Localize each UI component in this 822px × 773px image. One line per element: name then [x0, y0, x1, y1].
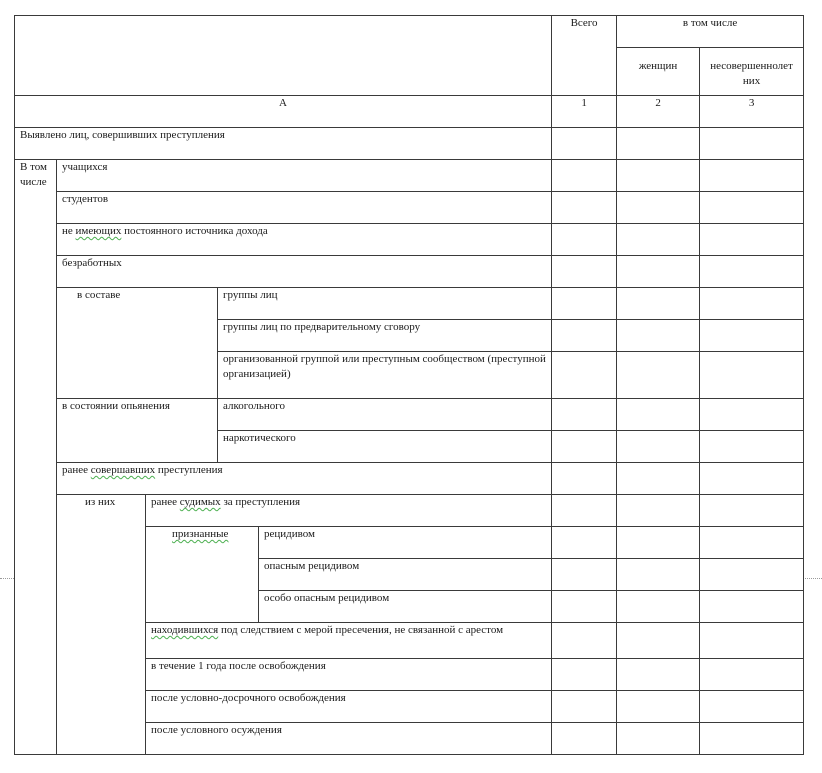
- table-row: [15, 160, 804, 192]
- data-cell[interactable]: [552, 495, 617, 527]
- row-label-group-conspiracy: группы лиц по предварительному сговору: [218, 320, 552, 352]
- data-cell[interactable]: [700, 623, 804, 659]
- row-label-dangerous-recidivism: опасным рецидивом: [259, 559, 552, 591]
- data-cell[interactable]: [700, 320, 804, 352]
- spellcheck-word: совершавших: [90, 464, 156, 476]
- data-cell[interactable]: [700, 256, 804, 288]
- row-label-organized-group: организованной группой или преступным сообществом (преступной организацией): [218, 352, 552, 399]
- data-cell[interactable]: [552, 224, 617, 256]
- data-cell[interactable]: [552, 256, 617, 288]
- column-2-label: 2: [617, 96, 700, 128]
- data-cell[interactable]: [700, 128, 804, 160]
- data-cell[interactable]: [700, 527, 804, 559]
- row-label-alcoholic: алкогольного: [218, 399, 552, 431]
- table-row: [15, 463, 804, 495]
- spellcheck-word: судимых: [179, 496, 221, 508]
- data-cell[interactable]: [552, 527, 617, 559]
- spellcheck-word: имеющих: [75, 225, 122, 237]
- data-cell[interactable]: [700, 559, 804, 591]
- table-row: [15, 256, 804, 288]
- row-label-identified: Выявлено лиц, совершивших преступления: [15, 128, 552, 160]
- group-label-intoxicated: в состоянии опьянения: [57, 399, 218, 463]
- row-label-no-income: не имеющих постоянного источника дохода: [57, 224, 552, 256]
- data-cell[interactable]: [617, 623, 700, 659]
- data-cell[interactable]: [700, 463, 804, 495]
- row-label-under-investigation: находившихся под следствием с мерой пресечения, не связанной с арестом: [146, 623, 552, 659]
- dotted-guide-right: [803, 578, 822, 579]
- table-row: [15, 399, 804, 431]
- row-label-suspended-sentence: после условного осуждения: [146, 723, 552, 755]
- data-cell[interactable]: [617, 288, 700, 320]
- group-label-recognized: [146, 527, 259, 623]
- row-label-group: группы лиц: [218, 288, 552, 320]
- table-row: [15, 128, 804, 160]
- data-cell[interactable]: [617, 559, 700, 591]
- row-label-narcotic: наркотического: [218, 431, 552, 463]
- data-cell[interactable]: [700, 288, 804, 320]
- data-cell[interactable]: [617, 723, 700, 755]
- data-cell[interactable]: [552, 288, 617, 320]
- table-row: [15, 224, 804, 256]
- header-row-3: [15, 96, 804, 128]
- data-cell[interactable]: [700, 591, 804, 623]
- data-cell[interactable]: [700, 352, 804, 399]
- column-a-label: А: [15, 96, 552, 128]
- data-cell[interactable]: [552, 659, 617, 691]
- table-row: [15, 192, 804, 224]
- data-cell[interactable]: [552, 463, 617, 495]
- row-label-school-students: учащихся: [57, 160, 552, 192]
- data-cell[interactable]: [617, 320, 700, 352]
- data-cell[interactable]: [617, 399, 700, 431]
- spellcheck-word: находившихся: [151, 624, 219, 636]
- data-cell[interactable]: [617, 591, 700, 623]
- data-cell[interactable]: [552, 723, 617, 755]
- data-cell[interactable]: [617, 431, 700, 463]
- data-cell[interactable]: [700, 691, 804, 723]
- data-cell[interactable]: [552, 160, 617, 192]
- data-cell[interactable]: [617, 463, 700, 495]
- header-women: женщин: [617, 48, 700, 96]
- row-label-parole: после условно-досрочного освобождения: [146, 691, 552, 723]
- data-cell[interactable]: [552, 192, 617, 224]
- header-including: в том числе: [617, 16, 804, 48]
- header-empty-cell: [15, 16, 552, 96]
- table-row: [15, 288, 804, 320]
- row-label-especially-dangerous-recidivism: особо опасным рецидивом: [259, 591, 552, 623]
- data-cell[interactable]: [552, 591, 617, 623]
- row-label-recidivism: рецидивом: [259, 527, 552, 559]
- data-cell[interactable]: [552, 320, 617, 352]
- data-cell[interactable]: [552, 623, 617, 659]
- data-cell[interactable]: [617, 691, 700, 723]
- row-label-previously-convicted: ранее судимых за преступления: [146, 495, 552, 527]
- data-cell[interactable]: [552, 431, 617, 463]
- group-label-including: В том числе: [15, 160, 57, 755]
- statistics-table: [14, 15, 804, 755]
- dotted-guide-left: [0, 578, 14, 579]
- data-cell[interactable]: [617, 224, 700, 256]
- data-cell[interactable]: [700, 224, 804, 256]
- data-cell[interactable]: [617, 192, 700, 224]
- data-cell[interactable]: [617, 527, 700, 559]
- data-cell[interactable]: [617, 256, 700, 288]
- data-cell[interactable]: [700, 192, 804, 224]
- data-cell[interactable]: [700, 160, 804, 192]
- row-label-students: студентов: [57, 192, 552, 224]
- data-cell[interactable]: [552, 691, 617, 723]
- row-label-within-year: в течение 1 года после освобождения: [146, 659, 552, 691]
- header-total: Всего: [552, 16, 617, 96]
- data-cell[interactable]: [552, 352, 617, 399]
- group-label-in-group: в составе: [57, 288, 218, 399]
- row-label-repeat-offenders: ранее совершавших преступления: [57, 463, 552, 495]
- row-label-unemployed: безработных: [57, 256, 552, 288]
- data-cell[interactable]: [552, 399, 617, 431]
- data-cell[interactable]: [552, 128, 617, 160]
- spellcheck-word: признанные: [172, 528, 229, 540]
- data-cell[interactable]: [700, 431, 804, 463]
- column-3-label: 3: [700, 96, 804, 128]
- data-cell[interactable]: [617, 160, 700, 192]
- header-minors: несовершеннолет них: [700, 48, 804, 96]
- data-cell[interactable]: [617, 495, 700, 527]
- data-cell[interactable]: [552, 559, 617, 591]
- header-row-1: [15, 16, 804, 48]
- group-label-of-them: из них: [57, 495, 146, 755]
- data-cell[interactable]: [700, 495, 804, 527]
- data-cell[interactable]: [700, 723, 804, 755]
- data-cell[interactable]: [617, 128, 700, 160]
- column-1-label: 1: [552, 96, 617, 128]
- data-cell[interactable]: [700, 659, 804, 691]
- data-cell[interactable]: [617, 352, 700, 399]
- data-cell[interactable]: [700, 399, 804, 431]
- data-cell[interactable]: [617, 659, 700, 691]
- table-row: [15, 495, 804, 527]
